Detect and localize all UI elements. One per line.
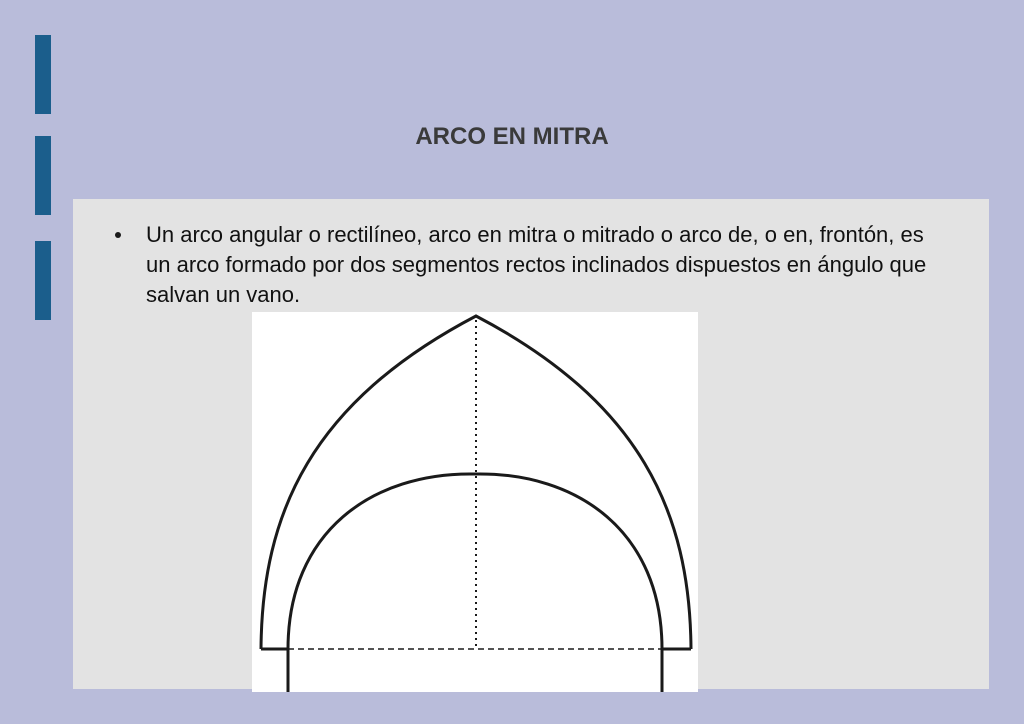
arch-drawing [252,312,698,692]
bullet-list [113,220,933,310]
bullet-text: Un arco angular o rectilíneo, arco en mitra o mitrado o arco de, o en, frontón, es un arco formado por dos segmentos rectos inclinados dispuestos en ángulo que salvan un vano. [146,222,927,307]
slide-title: ARCO EN MITRA [415,123,609,150]
mitre-arch-diagram [252,312,698,692]
bullet-item [113,220,933,310]
bullet-dot-icon [115,232,121,238]
accent-bar-bottom [35,241,51,320]
accent-bar-top [35,35,51,114]
